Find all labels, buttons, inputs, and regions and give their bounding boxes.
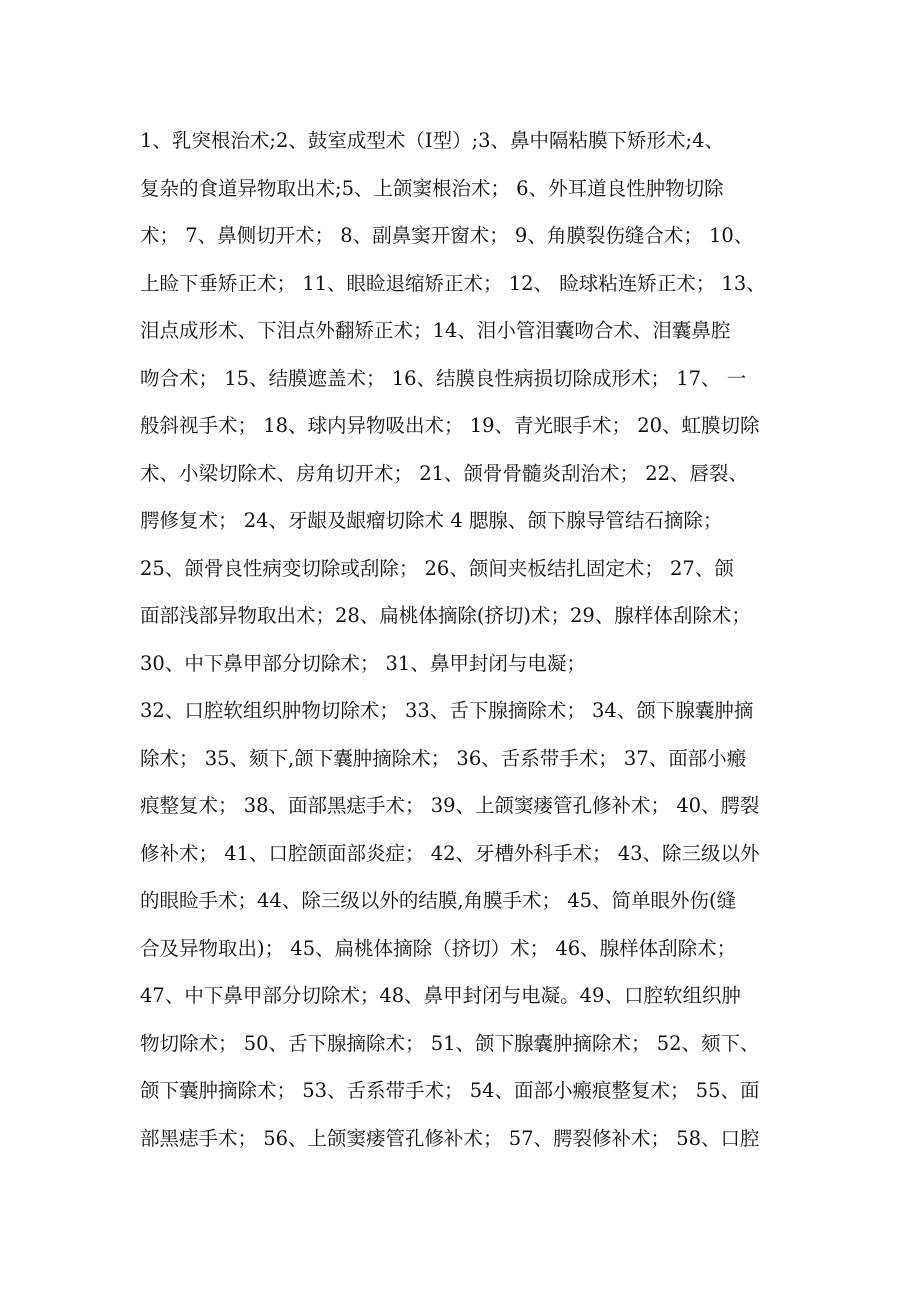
text-line: 47、中下鼻甲部分切除术；48、鼻甲封闭与电凝。49、口腔软组织肿 [140, 984, 741, 1007]
text-line: 上睑下垂矫正术； 11、眼睑退缩矫正术； 12、 睑球粘连矫正术； 13、 [140, 271, 766, 295]
text-line: 25、颌骨良性病变切除或刮除； 26、颌间夹板结扎固定术； 27、颌 [140, 556, 734, 580]
text-line: 腭修复术； 24、牙龈及龈瘤切除术 4 腮腺、颌下腺导管结石摘除； [140, 509, 723, 532]
text-line: 复杂的食道异物取出术;5、上颌窦根治术； 6、外耳道良性肿物切除 [140, 176, 724, 200]
text-line: 术、小梁切除术、房角切开术； 21、颌骨骨髓炎刮治术； 22、唇裂、 [140, 461, 749, 485]
text-line: 的眼睑手术；44、除三级以外的结膜,角膜手术； 45、简单眼外伤(缝 [140, 889, 737, 912]
text-line: 痕整复术； 38、面部黑痣手术； 39、上颌窦瘘管孔修补术； 40、腭裂 [140, 794, 760, 817]
text-line: 物切除术； 50、舌下腺摘除术； 51、颌下腺囊肿摘除术； 52、颏下、 [140, 1031, 760, 1055]
text-line: 合及异物取出)； 45、扁桃体摘除（挤切）术； 46、腺样体刮除术； [140, 936, 737, 960]
text-line: 部黑痣手术； 56、上颌窦瘘管孔修补术； 57、腭裂修补术； 58、口腔 [140, 1126, 760, 1150]
procedure-list-text [140, 117, 790, 1162]
text-line: 泪点成形术、下泪点外翻矫正术；14、泪小管泪囊吻合术、泪囊鼻腔 [140, 319, 731, 342]
text-line: 吻合术； 15、结膜遮盖术； 16、结膜良性病损切除成形术； 17、 一 [140, 366, 747, 390]
text-line: 32、口腔软组织肿物切除术； 33、舌下腺摘除术； 34、颌下腺囊肿摘 [140, 699, 754, 722]
text-line: 1、乳突根治术;2、鼓室成型术（Ⅰ型）;3、鼻中隔粘膜下矫形术;4、 [140, 129, 725, 152]
text-line: 修补术； 41、口腔颌面部炎症； 42、牙槽外科手术； 43、除三级以外 [140, 841, 760, 865]
text-line: 除术； 35、颏下,颌下囊肿摘除术； 36、舌系带手术； 37、面部小瘢 [140, 746, 747, 770]
text-line: 般斜视手术； 18、球内异物吸出术； 19、青光眼手术； 20、虹膜切除 [140, 414, 760, 437]
text-line: 30、中下鼻甲部分切除术； 31、鼻甲封闭与电凝； [140, 651, 586, 675]
text-line: 术； 7、鼻侧切开术； 8、副鼻窦开窗术； 9、角膜裂伤缝合术； 10、 [140, 224, 754, 247]
text-line: 颌下囊肿摘除术； 53、舌系带手术； 54、面部小瘢痕整复术； 55、面 [140, 1079, 760, 1102]
text-line: 面部浅部异物取出术；28、扁桃体摘除(挤切)术；29、腺样体刮除术； [140, 604, 751, 627]
